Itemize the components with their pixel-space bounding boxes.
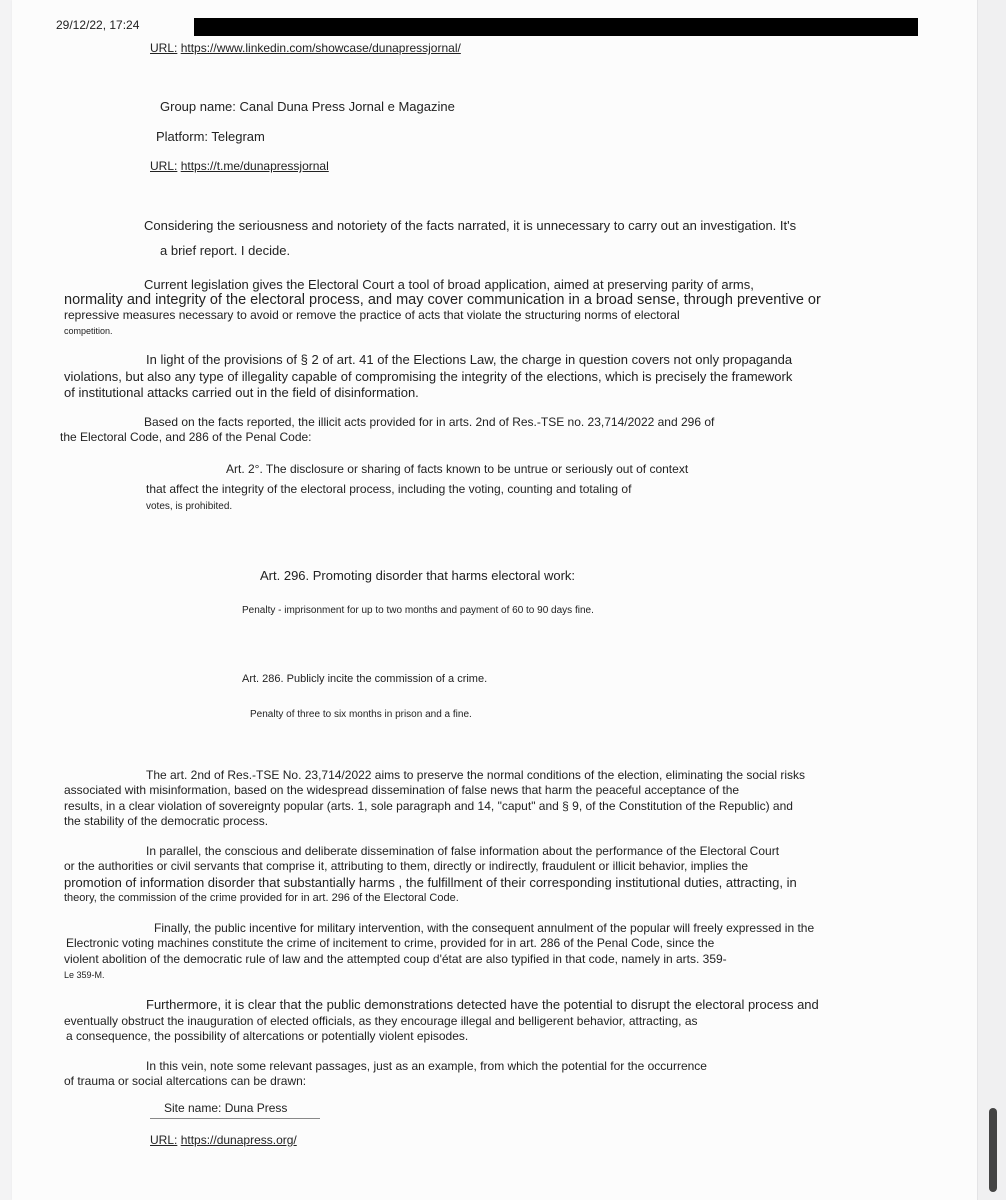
telegram-url-link[interactable]: https://t.me/dunapressjornal xyxy=(180,159,329,173)
url-label: URL: xyxy=(150,159,178,173)
paragraph-8-line-1: Furthermore, it is clear that the public demonstrations detected have the potential to disrupt the electoral process and xyxy=(146,997,819,1012)
document-page xyxy=(12,0,978,1200)
site-name: Site name: Duna Press xyxy=(164,1101,288,1115)
paragraph-5-line-4: the stability of the democratic process. xyxy=(64,814,269,828)
paragraph-6-line-4: theory, the commission of the crime provided for in art. 296 of the Electoral Code. xyxy=(64,892,459,904)
telegram-url-line xyxy=(150,160,329,174)
paragraph-2-line-1: Current legislation gives the Electoral Court a tool of broad application, aimed at preserving parity of arms, xyxy=(144,277,754,292)
paragraph-3-line-2: violations, but also any type of illegality capable of compromising the integrity of the elections, which is precisely the framework xyxy=(64,369,793,384)
platform: Platform: Telegram xyxy=(156,129,265,144)
paragraph-2-line-2: normality and integrity of the electoral process, and may cover communication in a broad sense, through preventive or xyxy=(64,292,821,308)
paragraph-5-line-3: results, in a clear violation of sovereignty popular (arts. 1, sole paragraph and 14, "caput" and § 9, of the Constitution of the Republic) and xyxy=(64,799,793,813)
paragraph-9-line-2: of trauma or social altercations can be drawn: xyxy=(64,1074,307,1088)
art286-penalty: Penalty of three to six months in prison and a fine. xyxy=(250,709,472,720)
redaction-bar xyxy=(194,18,918,36)
paragraph-7-line-2: Electronic voting machines constitute the crime of incitement to crime, provided for in art. 286 of the Penal Code, since the xyxy=(66,936,715,950)
group-name: Group name: Canal Duna Press Jornal e Magazine xyxy=(160,99,455,114)
site-url-link[interactable]: https://dunapress.org/ xyxy=(180,1133,297,1147)
vertical-scrollbar[interactable] xyxy=(977,0,1006,1200)
paragraph-7-line-4: Le 359-M. xyxy=(64,970,105,980)
paragraph-1-line-2: a brief report. I decide. xyxy=(160,243,291,258)
paragraph-7-line-1: Finally, the public incentive for military intervention, with the consequent annulment of the popular will freely expressed in the xyxy=(154,921,815,935)
linkedin-url-line xyxy=(150,42,461,56)
paragraph-4-line-1: Based on the facts reported, the illicit acts provided for in arts. 2nd of Res.-TSE no. 23,714/2022 and 296 of xyxy=(144,415,715,429)
paragraph-4-line-2: the Electoral Code, and 286 of the Penal Code: xyxy=(60,430,312,444)
paragraph-5-line-2: associated with misinformation, based on the widespread dissemination of false news that harm the peaceful acceptance of the xyxy=(64,783,740,797)
paragraph-6-line-3: promotion of information disorder that substantially harms , the fulfillment of their corresponding institutional duties, attracting, in xyxy=(64,875,797,890)
art296-title: Art. 296. Promoting disorder that harms electoral work: xyxy=(260,568,576,583)
linkedin-url-link[interactable]: https://www.linkedin.com/showcase/dunapressjornal/ xyxy=(180,41,461,55)
url-label: URL: xyxy=(150,41,178,55)
paragraph-3-line-1: In light of the provisions of § 2 of art. 41 of the Elections Law, the charge in question covers not only propaganda xyxy=(146,352,793,367)
art286-title: Art. 286. Publicly incite the commission of a crime. xyxy=(242,673,488,685)
paragraph-3-line-3: of institutional attacks carried out in the field of disinformation. xyxy=(64,385,419,400)
scrollbar-thumb[interactable] xyxy=(989,1108,997,1192)
url-label: URL: xyxy=(150,1133,178,1147)
site-name-rule xyxy=(150,1118,320,1119)
paragraph-7-line-3: violent abolition of the democratic rule of law and the attempted coup d'état are also typified in that code, namely in arts. 359- xyxy=(64,952,727,966)
art2-line-3: votes, is prohibited. xyxy=(146,501,233,512)
art2-line-2: that affect the integrity of the electoral process, including the voting, counting and totaling of xyxy=(146,482,632,496)
print-timestamp: 29/12/22, 17:24 xyxy=(56,18,140,32)
paragraph-2-line-3: repressive measures necessary to avoid or remove the practice of acts that violate the structuring norms of electoral xyxy=(64,308,680,322)
paragraph-9-line-1: In this vein, note some relevant passages, just as an example, from which the potential for the occurrence xyxy=(146,1059,707,1073)
site-url-line xyxy=(150,1134,297,1148)
art2-line-1: Art. 2°. The disclosure or sharing of facts known to be untrue or seriously out of context xyxy=(226,462,689,476)
paragraph-6-line-2: or the authorities or civil servants that comprise it, attributing to them, directly or indirectly, fraudulent or illicit behavior, implies the xyxy=(64,859,749,873)
paragraph-6-line-1: In parallel, the conscious and deliberate dissemination of false information about the performance of the Electoral Court xyxy=(146,844,780,858)
paragraph-5-line-1: The art. 2nd of Res.-TSE No. 23,714/2022 aims to preserve the normal conditions of the election, eliminating the social risks xyxy=(146,768,806,782)
paragraph-2-line-4: competition. xyxy=(64,326,113,336)
art296-penalty: Penalty - imprisonment for up to two months and payment of 60 to 90 days fine. xyxy=(242,605,594,616)
paragraph-1-line-1: Considering the seriousness and notoriety of the facts narrated, it is unnecessary to carry out an investigation. It's xyxy=(144,218,797,233)
paragraph-8-line-2: eventually obstruct the inauguration of elected officials, as they encourage illegal and belligerent behavior, attracting, as xyxy=(64,1014,698,1028)
paragraph-8-line-3: a consequence, the possibility of altercations or potentially violent episodes. xyxy=(66,1029,469,1043)
